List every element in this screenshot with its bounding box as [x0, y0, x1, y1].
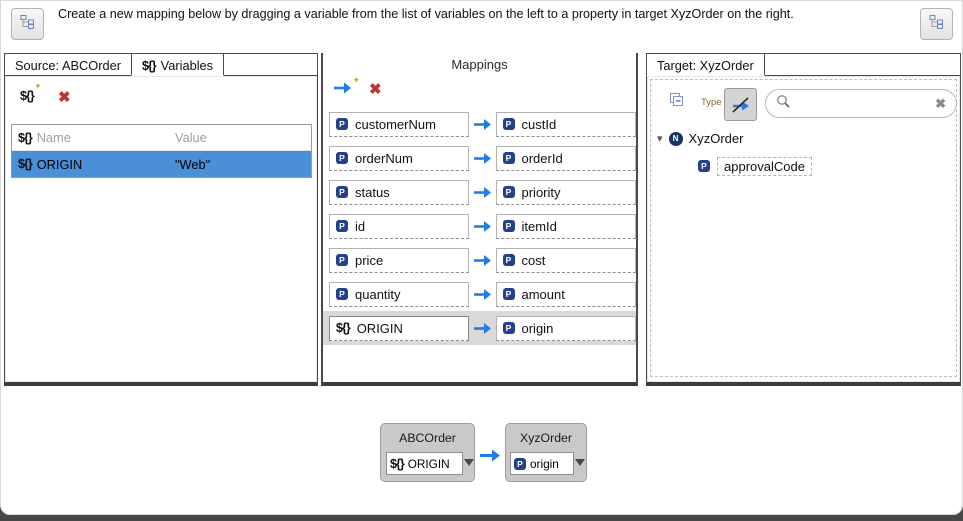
property-icon: P	[503, 152, 515, 164]
instruction-text: Create a new mapping below by dragging a variable from the list of variables on the left to a property in target XyzOrder on the right.	[58, 7, 794, 21]
variable-name: ORIGIN	[36, 156, 83, 172]
property-icon: P	[503, 254, 515, 266]
mapping-target-label: itemId	[521, 218, 557, 234]
name-column-header[interactable]	[12, 130, 165, 145]
property-icon: P	[336, 220, 348, 232]
tab-variables[interactable]	[131, 53, 224, 76]
mapping-arrow-icon	[469, 186, 496, 199]
expander-icon[interactable]: ▾	[657, 133, 663, 145]
detail-source-box	[380, 423, 475, 482]
mappings-title: Mappings	[451, 57, 508, 72]
mapping-row[interactable]	[323, 175, 636, 209]
mapping-source-label: customerNum	[355, 116, 436, 132]
property-icon: P	[503, 288, 515, 300]
mapping-arrow-icon	[469, 288, 496, 301]
tree-node-label: approvalCode	[717, 157, 812, 176]
mapping-row[interactable]	[323, 209, 636, 243]
mapping-target-label: origin	[521, 320, 554, 336]
search-icon	[776, 94, 790, 113]
mapping-source-box[interactable]	[329, 282, 469, 307]
mapping-row[interactable]	[323, 311, 636, 345]
detail-source-title: ABCOrder	[399, 431, 456, 445]
detail-field-label: origin	[530, 456, 559, 471]
dropdown-icon[interactable]	[575, 459, 585, 466]
tabbar-filler	[223, 53, 318, 76]
tab-source-abcorder[interactable]	[4, 53, 132, 76]
property-icon: P	[336, 118, 348, 130]
tree-node-xyzorder[interactable]	[657, 131, 743, 146]
target-panel	[646, 53, 961, 386]
mapping-arrow-icon	[469, 220, 496, 233]
target-tabbar	[646, 53, 961, 76]
property-icon: P	[336, 152, 348, 164]
mapping-source-box[interactable]	[329, 214, 469, 239]
mapping-target-label: orderId	[521, 150, 563, 166]
tab-label: Target: XyzOrder	[657, 58, 754, 73]
mapping-arrow-icon	[469, 254, 496, 267]
mapping-source-label: quantity	[355, 286, 401, 302]
tree-node-property[interactable]	[698, 154, 812, 178]
mapping-arrow-icon	[469, 118, 496, 131]
target-search-box	[765, 89, 957, 118]
mapping-source-box[interactable]	[329, 146, 469, 171]
property-icon: P	[336, 288, 348, 300]
mapping-source-label: id	[355, 218, 366, 234]
clear-search-icon[interactable]: ✖	[935, 95, 946, 111]
source-panel	[4, 53, 318, 386]
mapping-source-box[interactable]	[329, 112, 469, 137]
mapping-source-box[interactable]	[329, 180, 469, 205]
target-content	[646, 75, 961, 386]
node-icon: N	[669, 132, 683, 146]
detail-target-title: XyzOrder	[520, 431, 572, 445]
mapping-row[interactable]	[323, 243, 636, 277]
mapping-target-label: custId	[521, 116, 557, 132]
variable-icon: ${}	[141, 58, 156, 73]
add-mapping-button[interactable]	[333, 75, 360, 99]
mapping-source-box[interactable]	[329, 316, 469, 341]
mapping-arrow-icon	[469, 152, 496, 165]
mapping-row[interactable]	[323, 277, 636, 311]
variable-icon: ${}	[18, 157, 32, 171]
dropdown-icon[interactable]	[464, 459, 474, 466]
variable-row[interactable]	[12, 151, 311, 177]
collapse-all-button[interactable]	[669, 92, 685, 113]
tree-icon	[20, 14, 35, 34]
variable-icon: ${}	[336, 321, 350, 335]
tab-label: Source: ABCOrder	[15, 58, 121, 73]
mapping-arrow-icon	[469, 322, 496, 335]
mapping-target-box[interactable]	[496, 146, 637, 171]
mapping-source-label: status	[355, 184, 390, 200]
tree-children	[698, 154, 812, 178]
property-icon: P	[503, 322, 515, 334]
mapping-row[interactable]	[323, 107, 636, 141]
new-star-icon: ✦	[352, 75, 360, 85]
detail-field-label: ORIGIN	[407, 456, 450, 471]
target-drop-area	[650, 79, 957, 377]
mapping-row[interactable]	[323, 141, 636, 175]
variables-table	[11, 124, 312, 178]
property-icon: P	[336, 254, 348, 266]
variables-table-body	[12, 151, 311, 177]
mapping-target-box[interactable]	[496, 282, 637, 307]
mapping-source-label: price	[355, 252, 384, 268]
tree-node-label: XyzOrder	[688, 131, 744, 146]
tab-target-xyzorder[interactable]	[646, 53, 765, 76]
detail-source-field[interactable]	[386, 452, 463, 475]
mapping-target-box[interactable]	[496, 248, 637, 273]
mapping-target-box[interactable]	[496, 180, 637, 205]
hide-mapped-toggle-button[interactable]	[724, 88, 757, 121]
variables-table-header	[12, 125, 311, 151]
arrow-slash-icon	[731, 96, 751, 114]
detail-target-box	[505, 423, 587, 482]
property-icon: P	[503, 186, 515, 198]
target-tree-view-button[interactable]	[920, 8, 953, 40]
mappings-panel	[321, 53, 638, 386]
detail-mapping-arrow-icon	[479, 448, 502, 468]
search-input[interactable]	[796, 96, 929, 112]
mapping-target-box[interactable]	[496, 316, 637, 341]
tabbar-filler	[764, 53, 961, 76]
tab-label: Variables	[160, 58, 214, 73]
tree-icon	[929, 14, 944, 34]
mapping-target-label: amount	[521, 286, 565, 302]
variable-icon: ${}	[20, 89, 34, 103]
detail-target-field[interactable]	[510, 452, 574, 475]
variable-icon: ${}	[18, 130, 32, 145]
mapping-rows	[323, 107, 636, 345]
variable-icon: ${}	[390, 456, 404, 471]
mapping-target-box[interactable]	[496, 112, 637, 137]
add-variable-button[interactable]	[20, 81, 42, 105]
variable-value-cell: "Web"	[175, 156, 211, 172]
mapping-source-label: orderNum	[355, 150, 413, 166]
source-tabbar	[4, 53, 318, 76]
show-types-button[interactable]: Type	[701, 97, 722, 108]
variable-name-cell	[12, 157, 165, 172]
property-icon: P	[503, 220, 515, 232]
delete-mapping-button[interactable]: ✖	[369, 81, 382, 98]
value-column-header[interactable]: Value	[175, 130, 207, 145]
mapping-target-label: cost	[521, 252, 546, 268]
mapping-target-box[interactable]	[496, 214, 637, 239]
new-star-icon: ✦	[34, 81, 42, 91]
source-tree-view-button[interactable]	[11, 8, 44, 40]
variables-content	[4, 75, 318, 386]
mapping-source-box[interactable]	[329, 248, 469, 273]
mapping-target-label: priority	[521, 184, 561, 200]
delete-variable-button[interactable]: ✖	[58, 89, 71, 106]
mapping-source-label: ORIGIN	[356, 320, 403, 336]
property-icon: P	[514, 458, 526, 470]
column-label: Name	[36, 130, 71, 145]
property-icon: P	[336, 186, 348, 198]
property-icon: P	[698, 160, 710, 172]
property-icon: P	[503, 118, 515, 130]
